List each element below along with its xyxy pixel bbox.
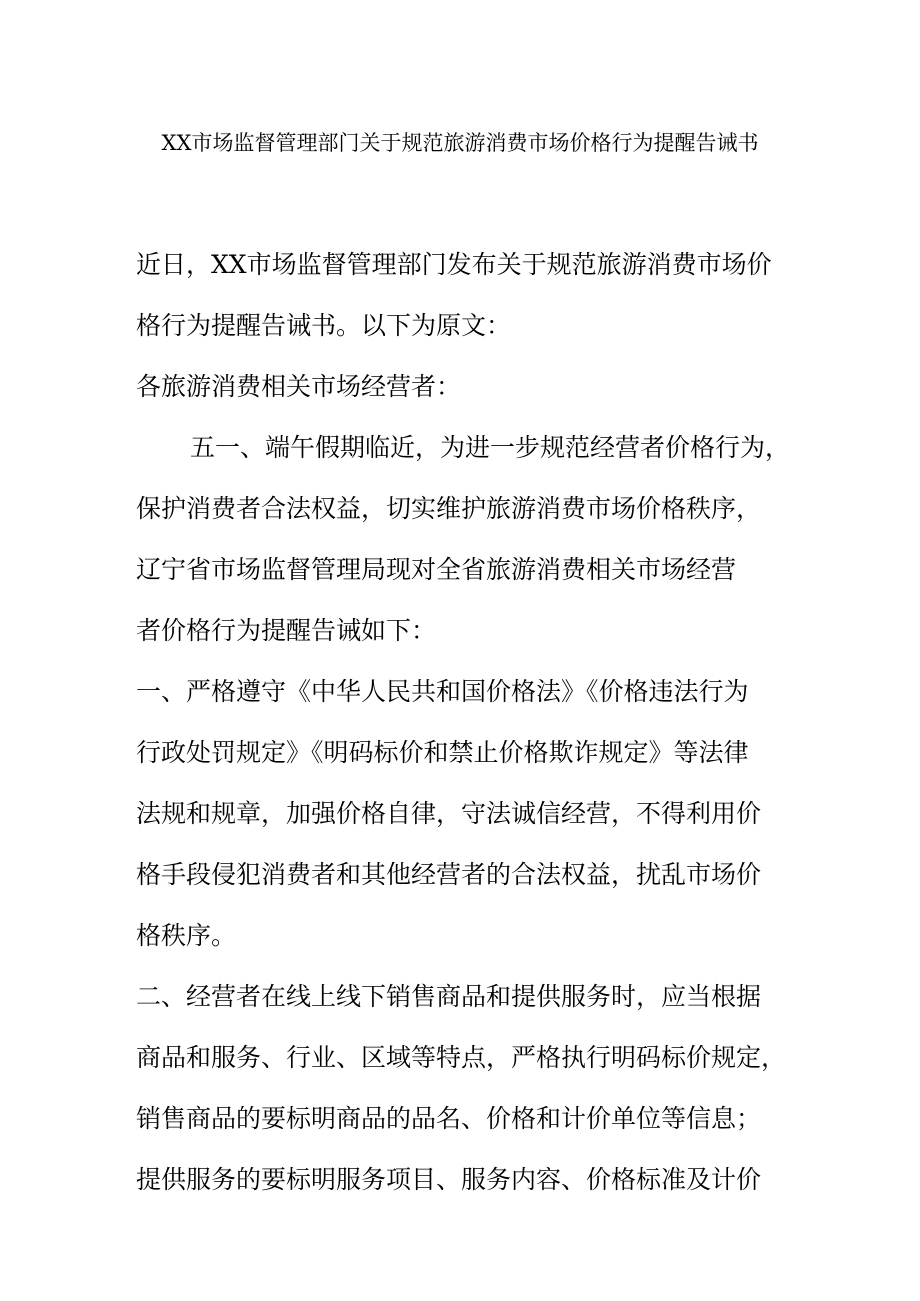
body-line: 商品和服务、行业、区域等特点，严格执行明码标价规定，	[136, 1043, 787, 1072]
body-line: 辽宁省市场监督管理局现对全省旅游消费相关市场经营	[136, 555, 737, 584]
body-line: 提供服务的要标明服务项目、服务内容、价格标准及计价	[136, 1165, 762, 1194]
body-line: 格秩序。	[136, 921, 237, 950]
list-item-1-line: 一、严格遵守《中华人民共和国价格法》《价格违法行为	[136, 677, 749, 706]
document-title: XX市场监督管理部门关于规范旅游消费市场价格行为提醒告诫书	[161, 131, 759, 155]
body-line: 格行为提醒告诫书。以下为原文：	[136, 311, 512, 340]
body-line: 行政处罚规定》《明码标价和禁止价格欺诈规定》等法律	[136, 738, 749, 767]
body-line: 格手段侵犯消费者和其他经营者的合法权益，扰乱市场价	[136, 860, 762, 889]
list-item-2-line: 二、经营者在线上线下销售商品和提供服务时，应当根据	[136, 982, 762, 1011]
body-line: 法规和规章，加强价格自律，守法诚信经营，不得利用价	[136, 799, 762, 828]
body-line: 近日，XX市场监督管理部门发布关于规范旅游消费市场价	[136, 250, 772, 279]
body-line: 销售商品的要标明商品的品名、价格和计价单位等信息；	[136, 1104, 762, 1133]
body-line: 者价格行为提醒告诫如下：	[136, 616, 437, 645]
salutation-line: 各旅游消费相关市场经营者：	[136, 372, 462, 401]
document-body	[136, 234, 796, 1210]
paragraph-first-line: 五一、端午假期临近，为进一步规范经营者价格行为，	[190, 433, 791, 462]
body-line: 保护消费者合法权益，切实维护旅游消费市场价格秩序，	[136, 494, 762, 523]
